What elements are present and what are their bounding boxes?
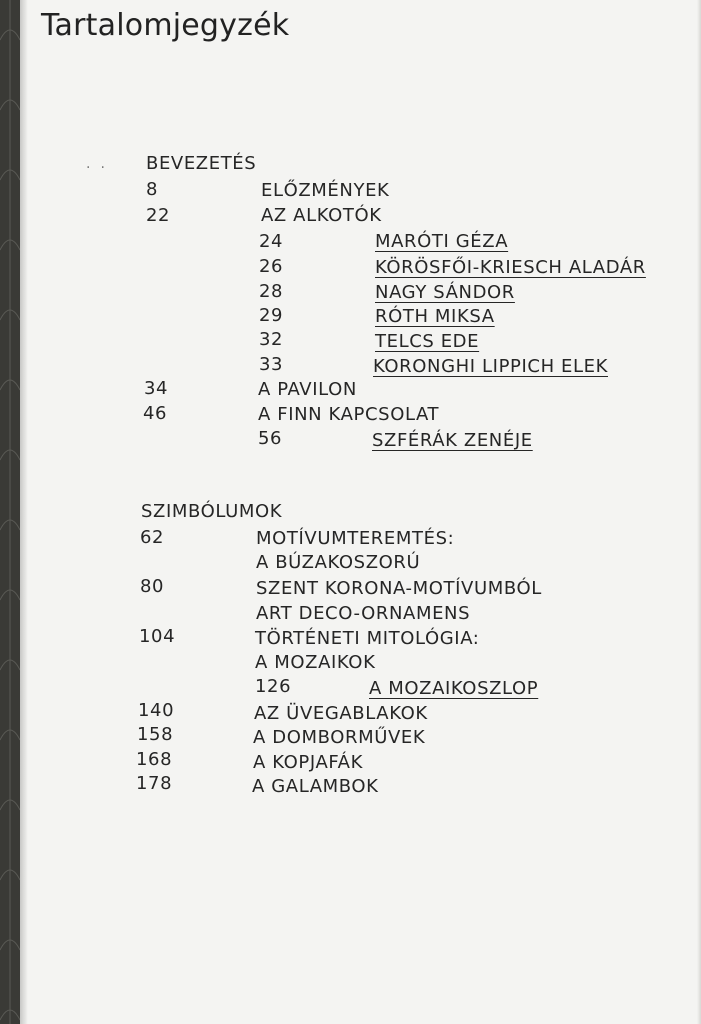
- toc-page-number: 80: [140, 576, 165, 597]
- toc-sub-page-number: 56: [258, 428, 283, 449]
- toc-sub-page-number: 26: [259, 256, 284, 277]
- section-heading: SZIMBÓLUMOK: [141, 501, 283, 522]
- toc-entry[interactable]: A FINN KAPCSOLAT: [258, 404, 440, 425]
- toc-page-number: 140: [138, 700, 175, 721]
- toc-sub-page-number: 32: [259, 329, 284, 350]
- page-title: Tartalomjegyzék: [41, 8, 290, 43]
- toc-sub-entry[interactable]: SZFÉRÁK ZENÉJE: [372, 430, 533, 451]
- toc-page-number: 158: [137, 724, 174, 745]
- toc-entry-continuation: A MOZAIKOK: [255, 652, 376, 673]
- toc-page-number: 8: [146, 179, 159, 200]
- toc-sub-entry[interactable]: MARÓTI GÉZA: [375, 231, 509, 252]
- toc-sub-page-number: 24: [259, 231, 284, 252]
- toc-sub-entry[interactable]: KORONGHI LIPPICH ELEK: [373, 356, 608, 377]
- toc-entry[interactable]: AZ ÜVEGABLAKOK: [254, 703, 428, 724]
- toc-sub-entry[interactable]: A MOZAIKOSZLOP: [369, 678, 539, 699]
- toc-sub-page-number: 28: [259, 281, 284, 302]
- page-edge: [697, 0, 701, 1024]
- toc-entry[interactable]: TÖRTÉNETI MITOLÓGIA:: [255, 628, 480, 649]
- toc-entry[interactable]: A PAVILON: [258, 379, 357, 400]
- spine-shadow: [20, 0, 28, 1024]
- toc-page-number: 22: [146, 205, 171, 226]
- toc-entry[interactable]: ELŐZMÉNYEK: [261, 180, 390, 201]
- book-spine: [0, 0, 20, 1024]
- toc-entry[interactable]: A GALAMBOK: [252, 776, 379, 797]
- toc-entry-continuation: A BÚZAKOSZORÚ: [256, 552, 421, 573]
- toc-sub-entry[interactable]: TELCS EDE: [375, 331, 480, 352]
- toc-sub-entry[interactable]: KÖRÖSFŐI-KRIESCH ALADÁR: [375, 257, 646, 278]
- toc-entry[interactable]: MOTÍVUMTEREMTÉS:: [256, 528, 455, 549]
- toc-page-number: 104: [139, 626, 176, 647]
- toc-entry[interactable]: SZENT KORONA-MOTÍVUMBÓL: [256, 578, 542, 599]
- toc-entry[interactable]: A DOMBORMŰVEK: [253, 727, 426, 748]
- scan-marks: ··: [86, 160, 115, 176]
- toc-entry[interactable]: AZ ALKOTÓK: [261, 205, 382, 226]
- toc-sub-entry[interactable]: NAGY SÁNDOR: [375, 282, 515, 303]
- toc-page-number: 178: [136, 773, 173, 794]
- section-heading: BEVEZETÉS: [146, 153, 257, 174]
- toc-page-number: 62: [140, 527, 165, 548]
- toc-page-number: 46: [143, 403, 168, 424]
- toc-sub-page-number: 29: [259, 305, 284, 326]
- toc-page-number: 34: [144, 378, 169, 399]
- toc-sub-page-number: 33: [259, 354, 284, 375]
- toc-sub-page-number: 126: [255, 676, 292, 697]
- spine-pattern-icon: [0, 0, 20, 1024]
- toc-sub-entry[interactable]: RÓTH MIKSA: [375, 306, 495, 327]
- toc-entry-continuation: ART DECO-ORNAMENS: [256, 603, 471, 624]
- toc-entry[interactable]: A KOPJAFÁK: [253, 752, 364, 773]
- toc-page-number: 168: [136, 749, 173, 770]
